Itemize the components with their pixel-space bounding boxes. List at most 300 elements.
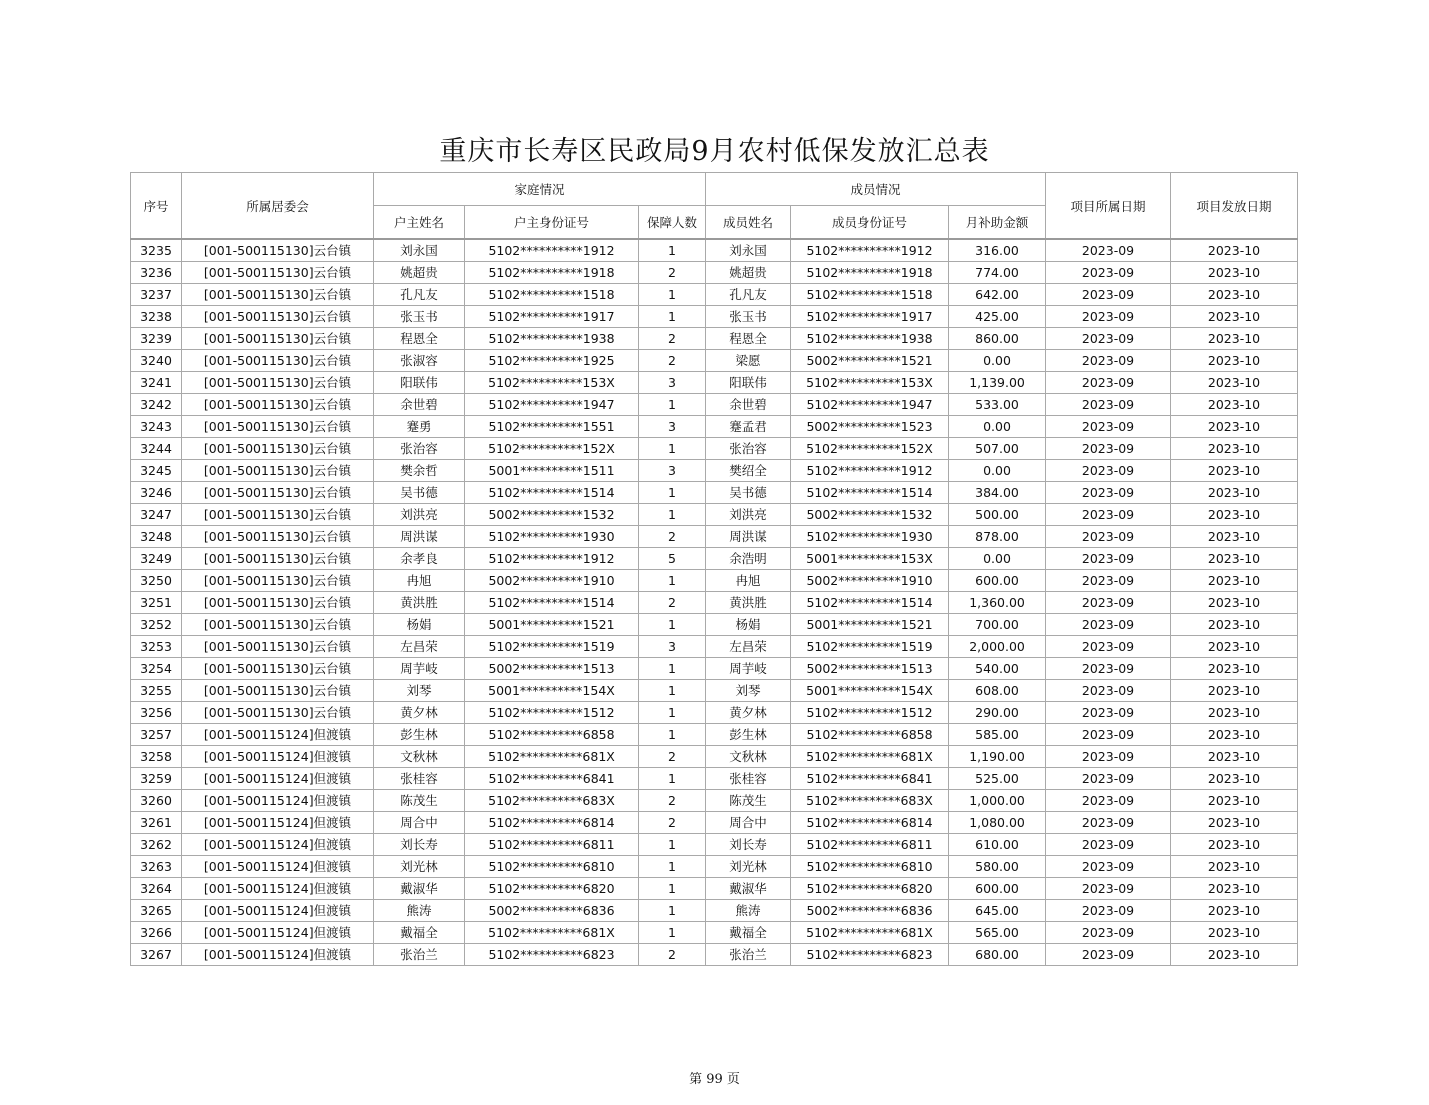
table-row	[131, 746, 1298, 768]
committee-cell: [001-500115130]云台镇	[182, 350, 374, 372]
member-id-cell: 5002**********1523	[791, 416, 949, 438]
head-name-cell: 张治容	[374, 438, 465, 460]
table-row	[131, 768, 1298, 790]
amount-cell: 642.00	[949, 284, 1046, 306]
table-row	[131, 856, 1298, 878]
amount-cell: 500.00	[949, 504, 1046, 526]
page-title: 重庆市长寿区民政局9月农村低保发放汇总表	[439, 136, 990, 167]
project-date-cell: 2023-09	[1046, 724, 1171, 746]
head-id-cell: 5102**********1912	[465, 548, 639, 570]
covered-cell: 1	[639, 394, 706, 416]
committee-cell: [001-500115124]但渡镇	[182, 856, 374, 878]
head-id-cell: 5102**********1938	[465, 328, 639, 350]
table-row	[131, 790, 1298, 812]
amount-cell: 860.00	[949, 328, 1046, 350]
committee-cell: [001-500115130]云台镇	[182, 548, 374, 570]
committee-cell: [001-500115130]云台镇	[182, 570, 374, 592]
member-id-cell: 5102**********6810	[791, 856, 949, 878]
member-id-cell: 5102**********1912	[791, 239, 949, 262]
member-id-cell: 5002**********1910	[791, 570, 949, 592]
issue-date-cell: 2023-10	[1171, 372, 1298, 394]
seq-cell: 3248	[131, 526, 182, 548]
amount-cell: 1,080.00	[949, 812, 1046, 834]
amount-cell: 580.00	[949, 856, 1046, 878]
member-name-cell: 熊涛	[706, 900, 791, 922]
covered-cell: 1	[639, 658, 706, 680]
seq-cell: 3261	[131, 812, 182, 834]
member-id-cell: 5001**********153X	[791, 548, 949, 570]
covered-cell: 1	[639, 878, 706, 900]
table-row	[131, 614, 1298, 636]
amount-cell: 384.00	[949, 482, 1046, 504]
table-row	[131, 438, 1298, 460]
header-seq: 序号	[131, 173, 182, 240]
seq-cell: 3266	[131, 922, 182, 944]
issue-date-cell: 2023-10	[1171, 702, 1298, 724]
amount-cell: 774.00	[949, 262, 1046, 284]
amount-cell: 608.00	[949, 680, 1046, 702]
member-id-cell: 5102**********681X	[791, 746, 949, 768]
member-name-cell: 黄洪胜	[706, 592, 791, 614]
member-name-cell: 杨娟	[706, 614, 791, 636]
covered-cell: 2	[639, 812, 706, 834]
project-date-cell: 2023-09	[1046, 878, 1171, 900]
issue-date-cell: 2023-10	[1171, 856, 1298, 878]
head-id-cell: 5102**********1514	[465, 592, 639, 614]
committee-cell: [001-500115124]但渡镇	[182, 724, 374, 746]
project-date-cell: 2023-09	[1046, 460, 1171, 482]
covered-cell: 1	[639, 922, 706, 944]
member-id-cell: 5102**********6823	[791, 944, 949, 966]
head-id-cell: 5102**********153X	[465, 372, 639, 394]
issue-date-cell: 2023-10	[1171, 350, 1298, 372]
covered-cell: 1	[639, 438, 706, 460]
issue-date-cell: 2023-10	[1171, 504, 1298, 526]
head-name-cell: 刘洪亮	[374, 504, 465, 526]
seq-cell: 3236	[131, 262, 182, 284]
seq-cell: 3265	[131, 900, 182, 922]
member-id-cell: 5002**********6836	[791, 900, 949, 922]
committee-cell: [001-500115124]但渡镇	[182, 944, 374, 966]
covered-cell: 1	[639, 614, 706, 636]
project-date-cell: 2023-09	[1046, 746, 1171, 768]
seq-cell: 3260	[131, 790, 182, 812]
covered-cell: 1	[639, 702, 706, 724]
issue-date-cell: 2023-10	[1171, 328, 1298, 350]
head-name-cell: 冉旭	[374, 570, 465, 592]
project-date-cell: 2023-09	[1046, 592, 1171, 614]
committee-cell: [001-500115130]云台镇	[182, 284, 374, 306]
member-id-cell: 5102**********683X	[791, 790, 949, 812]
seq-cell: 3267	[131, 944, 182, 966]
committee-cell: [001-500115124]但渡镇	[182, 768, 374, 790]
member-name-cell: 程恩全	[706, 328, 791, 350]
project-date-cell: 2023-09	[1046, 394, 1171, 416]
head-name-cell: 刘长寿	[374, 834, 465, 856]
member-id-cell: 5001**********154X	[791, 680, 949, 702]
member-id-cell: 5102**********1930	[791, 526, 949, 548]
committee-cell: [001-500115124]但渡镇	[182, 878, 374, 900]
member-id-cell: 5102**********6858	[791, 724, 949, 746]
seq-cell: 3255	[131, 680, 182, 702]
committee-cell: [001-500115130]云台镇	[182, 394, 374, 416]
committee-cell: [001-500115130]云台镇	[182, 438, 374, 460]
member-name-cell: 张治兰	[706, 944, 791, 966]
amount-cell: 0.00	[949, 548, 1046, 570]
head-name-cell: 孔凡友	[374, 284, 465, 306]
amount-cell: 1,139.00	[949, 372, 1046, 394]
issue-date-cell: 2023-10	[1171, 900, 1298, 922]
amount-cell: 1,360.00	[949, 592, 1046, 614]
head-id-cell: 5102**********152X	[465, 438, 639, 460]
issue-date-cell: 2023-10	[1171, 284, 1298, 306]
seq-cell: 3242	[131, 394, 182, 416]
project-date-cell: 2023-09	[1046, 790, 1171, 812]
member-id-cell: 5102**********681X	[791, 922, 949, 944]
member-name-cell: 文秋林	[706, 746, 791, 768]
member-id-cell: 5001**********1521	[791, 614, 949, 636]
covered-cell: 1	[639, 570, 706, 592]
covered-cell: 1	[639, 900, 706, 922]
member-name-cell: 姚超贵	[706, 262, 791, 284]
amount-cell: 585.00	[949, 724, 1046, 746]
table-row	[131, 394, 1298, 416]
member-id-cell: 5102**********1519	[791, 636, 949, 658]
project-date-cell: 2023-09	[1046, 306, 1171, 328]
member-id-cell: 5102**********1514	[791, 482, 949, 504]
member-name-cell: 周芋岐	[706, 658, 791, 680]
head-name-cell: 文秋林	[374, 746, 465, 768]
issue-date-cell: 2023-10	[1171, 746, 1298, 768]
covered-cell: 3	[639, 372, 706, 394]
member-name-cell: 张桂容	[706, 768, 791, 790]
amount-cell: 525.00	[949, 768, 1046, 790]
project-date-cell: 2023-09	[1046, 812, 1171, 834]
member-id-cell: 5002**********1532	[791, 504, 949, 526]
project-date-cell: 2023-09	[1046, 438, 1171, 460]
project-date-cell: 2023-09	[1046, 416, 1171, 438]
issue-date-cell: 2023-10	[1171, 416, 1298, 438]
covered-cell: 3	[639, 636, 706, 658]
head-id-cell: 5102**********1519	[465, 636, 639, 658]
table-row	[131, 460, 1298, 482]
head-id-cell: 5002**********1910	[465, 570, 639, 592]
head-id-cell: 5102**********6814	[465, 812, 639, 834]
head-name-cell: 黄洪胜	[374, 592, 465, 614]
member-id-cell: 5102**********1917	[791, 306, 949, 328]
project-date-cell: 2023-09	[1046, 636, 1171, 658]
member-id-cell: 5102**********1512	[791, 702, 949, 724]
table-row	[131, 944, 1298, 966]
project-date-cell: 2023-09	[1046, 570, 1171, 592]
issue-date-cell: 2023-10	[1171, 636, 1298, 658]
committee-cell: [001-500115130]云台镇	[182, 460, 374, 482]
member-id-cell: 5102**********1518	[791, 284, 949, 306]
project-date-cell: 2023-09	[1046, 284, 1171, 306]
amount-cell: 425.00	[949, 306, 1046, 328]
member-name-cell: 刘洪亮	[706, 504, 791, 526]
header-family-group: 家庭情况	[374, 173, 706, 206]
issue-date-cell: 2023-10	[1171, 834, 1298, 856]
header-head-id: 户主身份证号	[465, 206, 639, 240]
seq-cell: 3259	[131, 768, 182, 790]
table-row	[131, 878, 1298, 900]
seq-cell: 3244	[131, 438, 182, 460]
amount-cell: 680.00	[949, 944, 1046, 966]
issue-date-cell: 2023-10	[1171, 724, 1298, 746]
issue-date-cell: 2023-10	[1171, 592, 1298, 614]
member-id-cell: 5102**********1947	[791, 394, 949, 416]
header-committee: 所属居委会	[182, 173, 374, 240]
relief-summary-table	[130, 172, 1298, 966]
table-row	[131, 504, 1298, 526]
head-name-cell: 陈茂生	[374, 790, 465, 812]
amount-cell: 600.00	[949, 570, 1046, 592]
committee-cell: [001-500115130]云台镇	[182, 636, 374, 658]
header-member-id: 成员身份证号	[791, 206, 949, 240]
amount-cell: 610.00	[949, 834, 1046, 856]
member-name-cell: 刘长寿	[706, 834, 791, 856]
member-id-cell: 5102**********6841	[791, 768, 949, 790]
covered-cell: 1	[639, 680, 706, 702]
committee-cell: [001-500115130]云台镇	[182, 482, 374, 504]
seq-cell: 3246	[131, 482, 182, 504]
seq-cell: 3252	[131, 614, 182, 636]
committee-cell: [001-500115130]云台镇	[182, 328, 374, 350]
table-row	[131, 262, 1298, 284]
table-row	[131, 328, 1298, 350]
header-head-name: 户主姓名	[374, 206, 465, 240]
seq-cell: 3237	[131, 284, 182, 306]
amount-cell: 316.00	[949, 239, 1046, 262]
head-name-cell: 张玉书	[374, 306, 465, 328]
head-name-cell: 黄夕林	[374, 702, 465, 724]
member-name-cell: 左昌荣	[706, 636, 791, 658]
amount-cell: 0.00	[949, 460, 1046, 482]
issue-date-cell: 2023-10	[1171, 460, 1298, 482]
amount-cell: 1,190.00	[949, 746, 1046, 768]
member-name-cell: 张玉书	[706, 306, 791, 328]
member-id-cell: 5102**********6814	[791, 812, 949, 834]
issue-date-cell: 2023-10	[1171, 790, 1298, 812]
head-id-cell: 5102**********6841	[465, 768, 639, 790]
table-row	[131, 570, 1298, 592]
covered-cell: 2	[639, 944, 706, 966]
member-name-cell: 黄夕林	[706, 702, 791, 724]
covered-cell: 3	[639, 460, 706, 482]
member-name-cell: 戴福全	[706, 922, 791, 944]
table-row	[131, 239, 1298, 262]
member-id-cell: 5102**********152X	[791, 438, 949, 460]
head-id-cell: 5102**********1925	[465, 350, 639, 372]
head-name-cell: 刘光林	[374, 856, 465, 878]
issue-date-cell: 2023-10	[1171, 262, 1298, 284]
seq-cell: 3250	[131, 570, 182, 592]
seq-cell: 3240	[131, 350, 182, 372]
table-row	[131, 306, 1298, 328]
table-row	[131, 834, 1298, 856]
committee-cell: [001-500115130]云台镇	[182, 372, 374, 394]
amount-cell: 0.00	[949, 350, 1046, 372]
issue-date-cell: 2023-10	[1171, 944, 1298, 966]
covered-cell: 1	[639, 834, 706, 856]
committee-cell: [001-500115130]云台镇	[182, 680, 374, 702]
issue-date-cell: 2023-10	[1171, 438, 1298, 460]
committee-cell: [001-500115130]云台镇	[182, 592, 374, 614]
member-id-cell: 5002**********1521	[791, 350, 949, 372]
amount-cell: 507.00	[949, 438, 1046, 460]
covered-cell: 1	[639, 482, 706, 504]
table-row	[131, 680, 1298, 702]
head-name-cell: 戴福全	[374, 922, 465, 944]
project-date-cell: 2023-09	[1046, 944, 1171, 966]
table-row	[131, 702, 1298, 724]
covered-cell: 2	[639, 262, 706, 284]
committee-cell: [001-500115130]云台镇	[182, 614, 374, 636]
seq-cell: 3251	[131, 592, 182, 614]
header-member-name: 成员姓名	[706, 206, 791, 240]
table-row	[131, 922, 1298, 944]
covered-cell: 3	[639, 416, 706, 438]
member-name-cell: 陈茂生	[706, 790, 791, 812]
amount-cell: 0.00	[949, 416, 1046, 438]
member-id-cell: 5002**********1513	[791, 658, 949, 680]
head-id-cell: 5102**********6858	[465, 724, 639, 746]
covered-cell: 2	[639, 350, 706, 372]
head-name-cell: 蹇勇	[374, 416, 465, 438]
issue-date-cell: 2023-10	[1171, 239, 1298, 262]
covered-cell: 2	[639, 592, 706, 614]
issue-date-cell: 2023-10	[1171, 768, 1298, 790]
head-id-cell: 5102**********1514	[465, 482, 639, 504]
header-project-date: 项目所属日期	[1046, 173, 1171, 240]
issue-date-cell: 2023-10	[1171, 922, 1298, 944]
seq-cell: 3263	[131, 856, 182, 878]
head-name-cell: 程恩全	[374, 328, 465, 350]
covered-cell: 2	[639, 746, 706, 768]
project-date-cell: 2023-09	[1046, 614, 1171, 636]
header-covered: 保障人数	[639, 206, 706, 240]
head-id-cell: 5001**********154X	[465, 680, 639, 702]
table-row	[131, 526, 1298, 548]
member-name-cell: 余世碧	[706, 394, 791, 416]
project-date-cell: 2023-09	[1046, 900, 1171, 922]
member-id-cell: 5102**********6820	[791, 878, 949, 900]
table-row	[131, 900, 1298, 922]
member-id-cell: 5102**********1514	[791, 592, 949, 614]
issue-date-cell: 2023-10	[1171, 878, 1298, 900]
issue-date-cell: 2023-10	[1171, 570, 1298, 592]
table-row	[131, 658, 1298, 680]
head-id-cell: 5002**********1513	[465, 658, 639, 680]
member-name-cell: 刘光林	[706, 856, 791, 878]
member-name-cell: 梁愿	[706, 350, 791, 372]
issue-date-cell: 2023-10	[1171, 614, 1298, 636]
seq-cell: 3256	[131, 702, 182, 724]
seq-cell: 3247	[131, 504, 182, 526]
covered-cell: 1	[639, 504, 706, 526]
seq-cell: 3235	[131, 239, 182, 262]
committee-cell: [001-500115130]云台镇	[182, 702, 374, 724]
head-id-cell: 5001**********1511	[465, 460, 639, 482]
covered-cell: 1	[639, 239, 706, 262]
head-id-cell: 5102**********683X	[465, 790, 639, 812]
head-name-cell: 张桂容	[374, 768, 465, 790]
amount-cell: 700.00	[949, 614, 1046, 636]
head-id-cell: 5102**********6820	[465, 878, 639, 900]
amount-cell: 645.00	[949, 900, 1046, 922]
covered-cell: 2	[639, 526, 706, 548]
member-name-cell: 戴淑华	[706, 878, 791, 900]
project-date-cell: 2023-09	[1046, 262, 1171, 284]
member-id-cell: 5102**********1918	[791, 262, 949, 284]
issue-date-cell: 2023-10	[1171, 394, 1298, 416]
head-name-cell: 左昌荣	[374, 636, 465, 658]
member-name-cell: 冉旭	[706, 570, 791, 592]
member-name-cell: 孔凡友	[706, 284, 791, 306]
head-id-cell: 5102**********1512	[465, 702, 639, 724]
committee-cell: [001-500115124]但渡镇	[182, 922, 374, 944]
project-date-cell: 2023-09	[1046, 350, 1171, 372]
table-row	[131, 548, 1298, 570]
amount-cell: 1,000.00	[949, 790, 1046, 812]
header-issue-date: 项目发放日期	[1171, 173, 1298, 240]
table-row	[131, 592, 1298, 614]
head-id-cell: 5001**********1521	[465, 614, 639, 636]
table-row	[131, 350, 1298, 372]
seq-cell: 3239	[131, 328, 182, 350]
amount-cell: 878.00	[949, 526, 1046, 548]
member-name-cell: 刘永国	[706, 239, 791, 262]
member-id-cell: 5102**********1912	[791, 460, 949, 482]
head-id-cell: 5102**********1551	[465, 416, 639, 438]
head-name-cell: 张治兰	[374, 944, 465, 966]
head-name-cell: 彭生林	[374, 724, 465, 746]
head-name-cell: 周合中	[374, 812, 465, 834]
committee-cell: [001-500115130]云台镇	[182, 526, 374, 548]
head-name-cell: 吴书德	[374, 482, 465, 504]
issue-date-cell: 2023-10	[1171, 306, 1298, 328]
member-id-cell: 5102**********153X	[791, 372, 949, 394]
head-id-cell: 5002**********1532	[465, 504, 639, 526]
covered-cell: 1	[639, 306, 706, 328]
head-name-cell: 周洪谋	[374, 526, 465, 548]
head-name-cell: 樊余哲	[374, 460, 465, 482]
head-id-cell: 5102**********6810	[465, 856, 639, 878]
project-date-cell: 2023-09	[1046, 328, 1171, 350]
committee-cell: [001-500115124]但渡镇	[182, 790, 374, 812]
head-id-cell: 5102**********1947	[465, 394, 639, 416]
header-amount: 月补助金额	[949, 206, 1046, 240]
head-name-cell: 阳联伟	[374, 372, 465, 394]
head-id-cell: 5102**********1917	[465, 306, 639, 328]
seq-cell: 3253	[131, 636, 182, 658]
seq-cell: 3257	[131, 724, 182, 746]
committee-cell: [001-500115130]云台镇	[182, 262, 374, 284]
member-name-cell: 刘琴	[706, 680, 791, 702]
seq-cell: 3249	[131, 548, 182, 570]
project-date-cell: 2023-09	[1046, 922, 1171, 944]
project-date-cell: 2023-09	[1046, 239, 1171, 262]
table-row	[131, 482, 1298, 504]
head-name-cell: 刘琴	[374, 680, 465, 702]
seq-cell: 3254	[131, 658, 182, 680]
covered-cell: 5	[639, 548, 706, 570]
issue-date-cell: 2023-10	[1171, 526, 1298, 548]
project-date-cell: 2023-09	[1046, 482, 1171, 504]
committee-cell: [001-500115124]但渡镇	[182, 812, 374, 834]
project-date-cell: 2023-09	[1046, 768, 1171, 790]
